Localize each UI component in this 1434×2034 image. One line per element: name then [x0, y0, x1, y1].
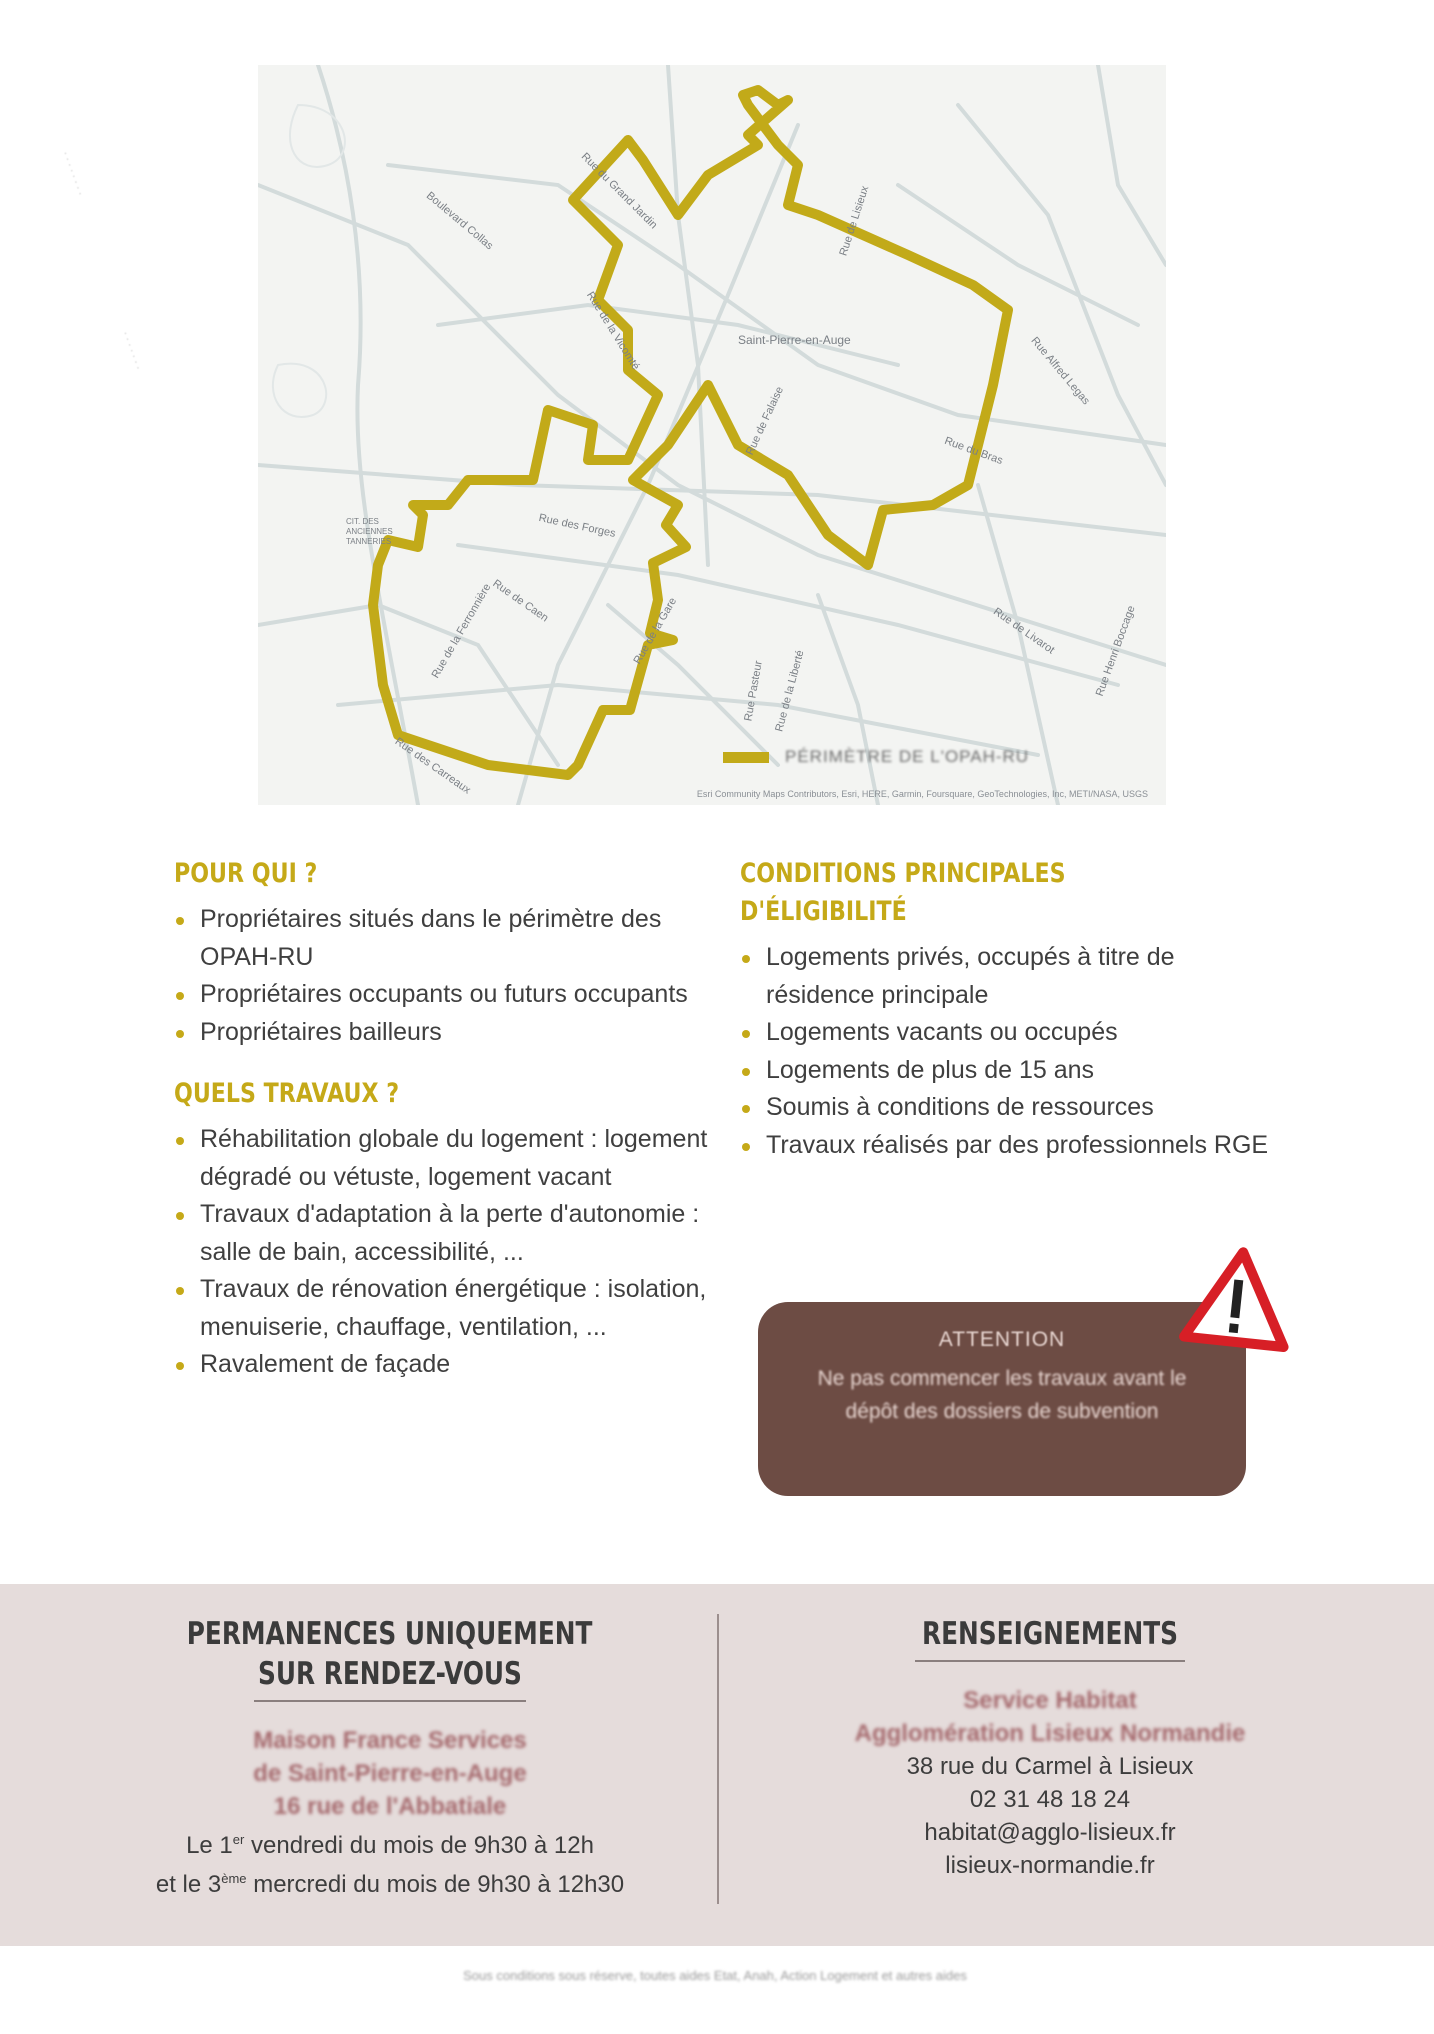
title-rule — [254, 1700, 526, 1702]
list-item: Travaux réalisés par des professionnels RGE — [740, 1127, 1280, 1165]
street-line — [818, 595, 878, 805]
title-rule — [915, 1660, 1185, 1662]
quels-travaux-list — [174, 1121, 714, 1384]
list-item: Soumis à conditions de ressources — [740, 1089, 1280, 1127]
service-name: Service Habitat — [963, 1687, 1137, 1714]
contact-address: 38 rue du Carmel à Lisieux — [906, 1753, 1194, 1780]
map-street-label: Rue de Falaise — [743, 384, 787, 458]
map-quarter-label: CIT. DES ANCIENNES TANNERIES — [346, 517, 393, 546]
legend-swatch — [723, 752, 769, 763]
map-street-label: Rue Alfred Legas — [1028, 334, 1092, 408]
map-street-label: Rue du Grand Jardin — [578, 150, 660, 232]
map-street-label: Rue de la Ferronnière — [429, 581, 494, 681]
map-street-label: Rue des Carreaux — [392, 735, 473, 797]
list-item: Réhabilitation globale du logement : logement dégradé ou vétuste, logement vacant — [174, 1121, 714, 1196]
list-item: Propriétaires situés dans le périmètre des OPAH-RU — [174, 901, 714, 976]
map-street-label: Rue Henri Boccage — [1093, 604, 1138, 698]
quels-travaux-title: QUELS TRAVAUX ? — [174, 1078, 400, 1109]
street-line — [318, 65, 418, 805]
pour-qui-list — [174, 901, 714, 1051]
contact-email[interactable]: habitat@agglo-lisieux.fr — [924, 1819, 1176, 1846]
permanences-title: PERMANENCES UNIQUEMENT — [187, 1616, 593, 1652]
opah-perimeter-map — [258, 65, 1166, 805]
schedule-ordinal: er — [232, 1832, 245, 1847]
schedule-text: mercredi du mois de 9h30 à 12h30 — [246, 1871, 625, 1898]
map-street-label: Rue de Caen — [490, 577, 551, 625]
permanence-address: 16 rue de l'Abbatiale — [273, 1793, 507, 1820]
permanences-title-line2: SUR RENDEZ-VOUS — [258, 1656, 522, 1692]
map-street-label: Rue de la Gare — [631, 595, 680, 667]
list-item: Propriétaires occupants ou futurs occupants — [174, 976, 714, 1014]
permanences-block — [90, 1614, 690, 1901]
list-item: Travaux d'adaptation à la perte d'autonomie : salle de bain, accessibilité, ... — [174, 1196, 714, 1271]
permanence-schedule-2 — [90, 1862, 690, 1901]
permanence-place: Maison France Services — [253, 1727, 527, 1754]
attention-box — [758, 1302, 1246, 1496]
map-street-label: Rue des Forges — [537, 511, 617, 541]
conditions-title-line2: D'ÉLIGIBILITÉ — [740, 896, 907, 927]
renseignements-title: RENSEIGNEMENTS — [921, 1616, 1179, 1652]
conditions-title: CONDITIONS PRINCIPALES — [740, 858, 1066, 889]
list-item: Logements privés, occupés à titre de résidence principale — [740, 939, 1280, 1014]
contact-phone[interactable]: 02 31 48 18 24 — [969, 1786, 1131, 1813]
column-divider — [717, 1614, 719, 1904]
service-organisation: Agglomération Lisieux Normandie — [854, 1720, 1246, 1747]
right-column — [740, 855, 1280, 1188]
schedule-text: Le 1 — [186, 1832, 233, 1859]
contact-website[interactable]: lisieux-normandie.fr — [945, 1852, 1155, 1879]
street-line — [338, 685, 1038, 755]
schedule-ordinal: ème — [221, 1871, 247, 1886]
schedule-text: et le 3 — [155, 1871, 222, 1898]
map-street-label: Rue de Lisieux — [837, 184, 872, 258]
legend-label: PÉRIMÈTRE DE L'OPAH-RU — [785, 747, 1030, 766]
conditions-list — [740, 939, 1280, 1164]
list-item: Logements de plus de 15 ans — [740, 1052, 1280, 1090]
map-street-label: Rue de la Vicomté — [583, 289, 642, 373]
bleed-through-text: · · · · · · · · — [59, 150, 86, 198]
map-street-label: Boulevard Collas — [423, 189, 496, 253]
list-item: Ravalement de façade — [174, 1346, 714, 1384]
roundabout — [273, 364, 326, 417]
attention-title: ATTENTION — [938, 1328, 1066, 1351]
map-street-label: Rue de Livarot — [991, 605, 1057, 657]
schedule-text: vendredi du mois de 9h30 à 12h — [244, 1832, 594, 1859]
list-item: Propriétaires bailleurs — [174, 1014, 714, 1052]
warning-triangle-icon — [1176, 1246, 1292, 1352]
map-street-label: Rue Pasteur — [742, 659, 765, 723]
permanence-schedule-1 — [90, 1823, 690, 1862]
renseignements-block — [790, 1614, 1310, 1882]
street-line — [1098, 65, 1166, 265]
map-place-label: Saint-Pierre-en-Auge — [738, 333, 851, 347]
bleed-through-text: · · · · · · · — [119, 330, 144, 372]
permanence-place-line2: de Saint-Pierre-en-Auge — [253, 1760, 527, 1787]
list-item: Travaux de rénovation énergétique : isolation, menuiserie, chauffage, ventilation, ... — [174, 1271, 714, 1346]
attention-text: Ne pas commencer les travaux avant le dépôt des dossiers de subvention — [817, 1367, 1187, 1423]
map-street-label: Rue de la Liberté — [773, 648, 807, 734]
pour-qui-title: POUR QUI ? — [174, 858, 318, 889]
map-street-label: Rue du Bras — [942, 434, 1005, 468]
footer-note: Sous conditions sous réserve, toutes aides Etat, Anah, Action Logement et autres aides — [463, 1968, 967, 1983]
street-line — [898, 185, 1138, 325]
map-drawing — [258, 65, 1166, 805]
map-attribution: Esri Community Maps Contributors, Esri, HERE, Garmin, Foursquare, GeoTechnologies, Inc, METI/NASA, USGS — [696, 789, 1148, 799]
contact-band — [0, 1584, 1434, 1946]
left-column — [174, 855, 714, 1408]
map-legend — [723, 747, 1029, 767]
list-item: Logements vacants ou occupés — [740, 1014, 1280, 1052]
